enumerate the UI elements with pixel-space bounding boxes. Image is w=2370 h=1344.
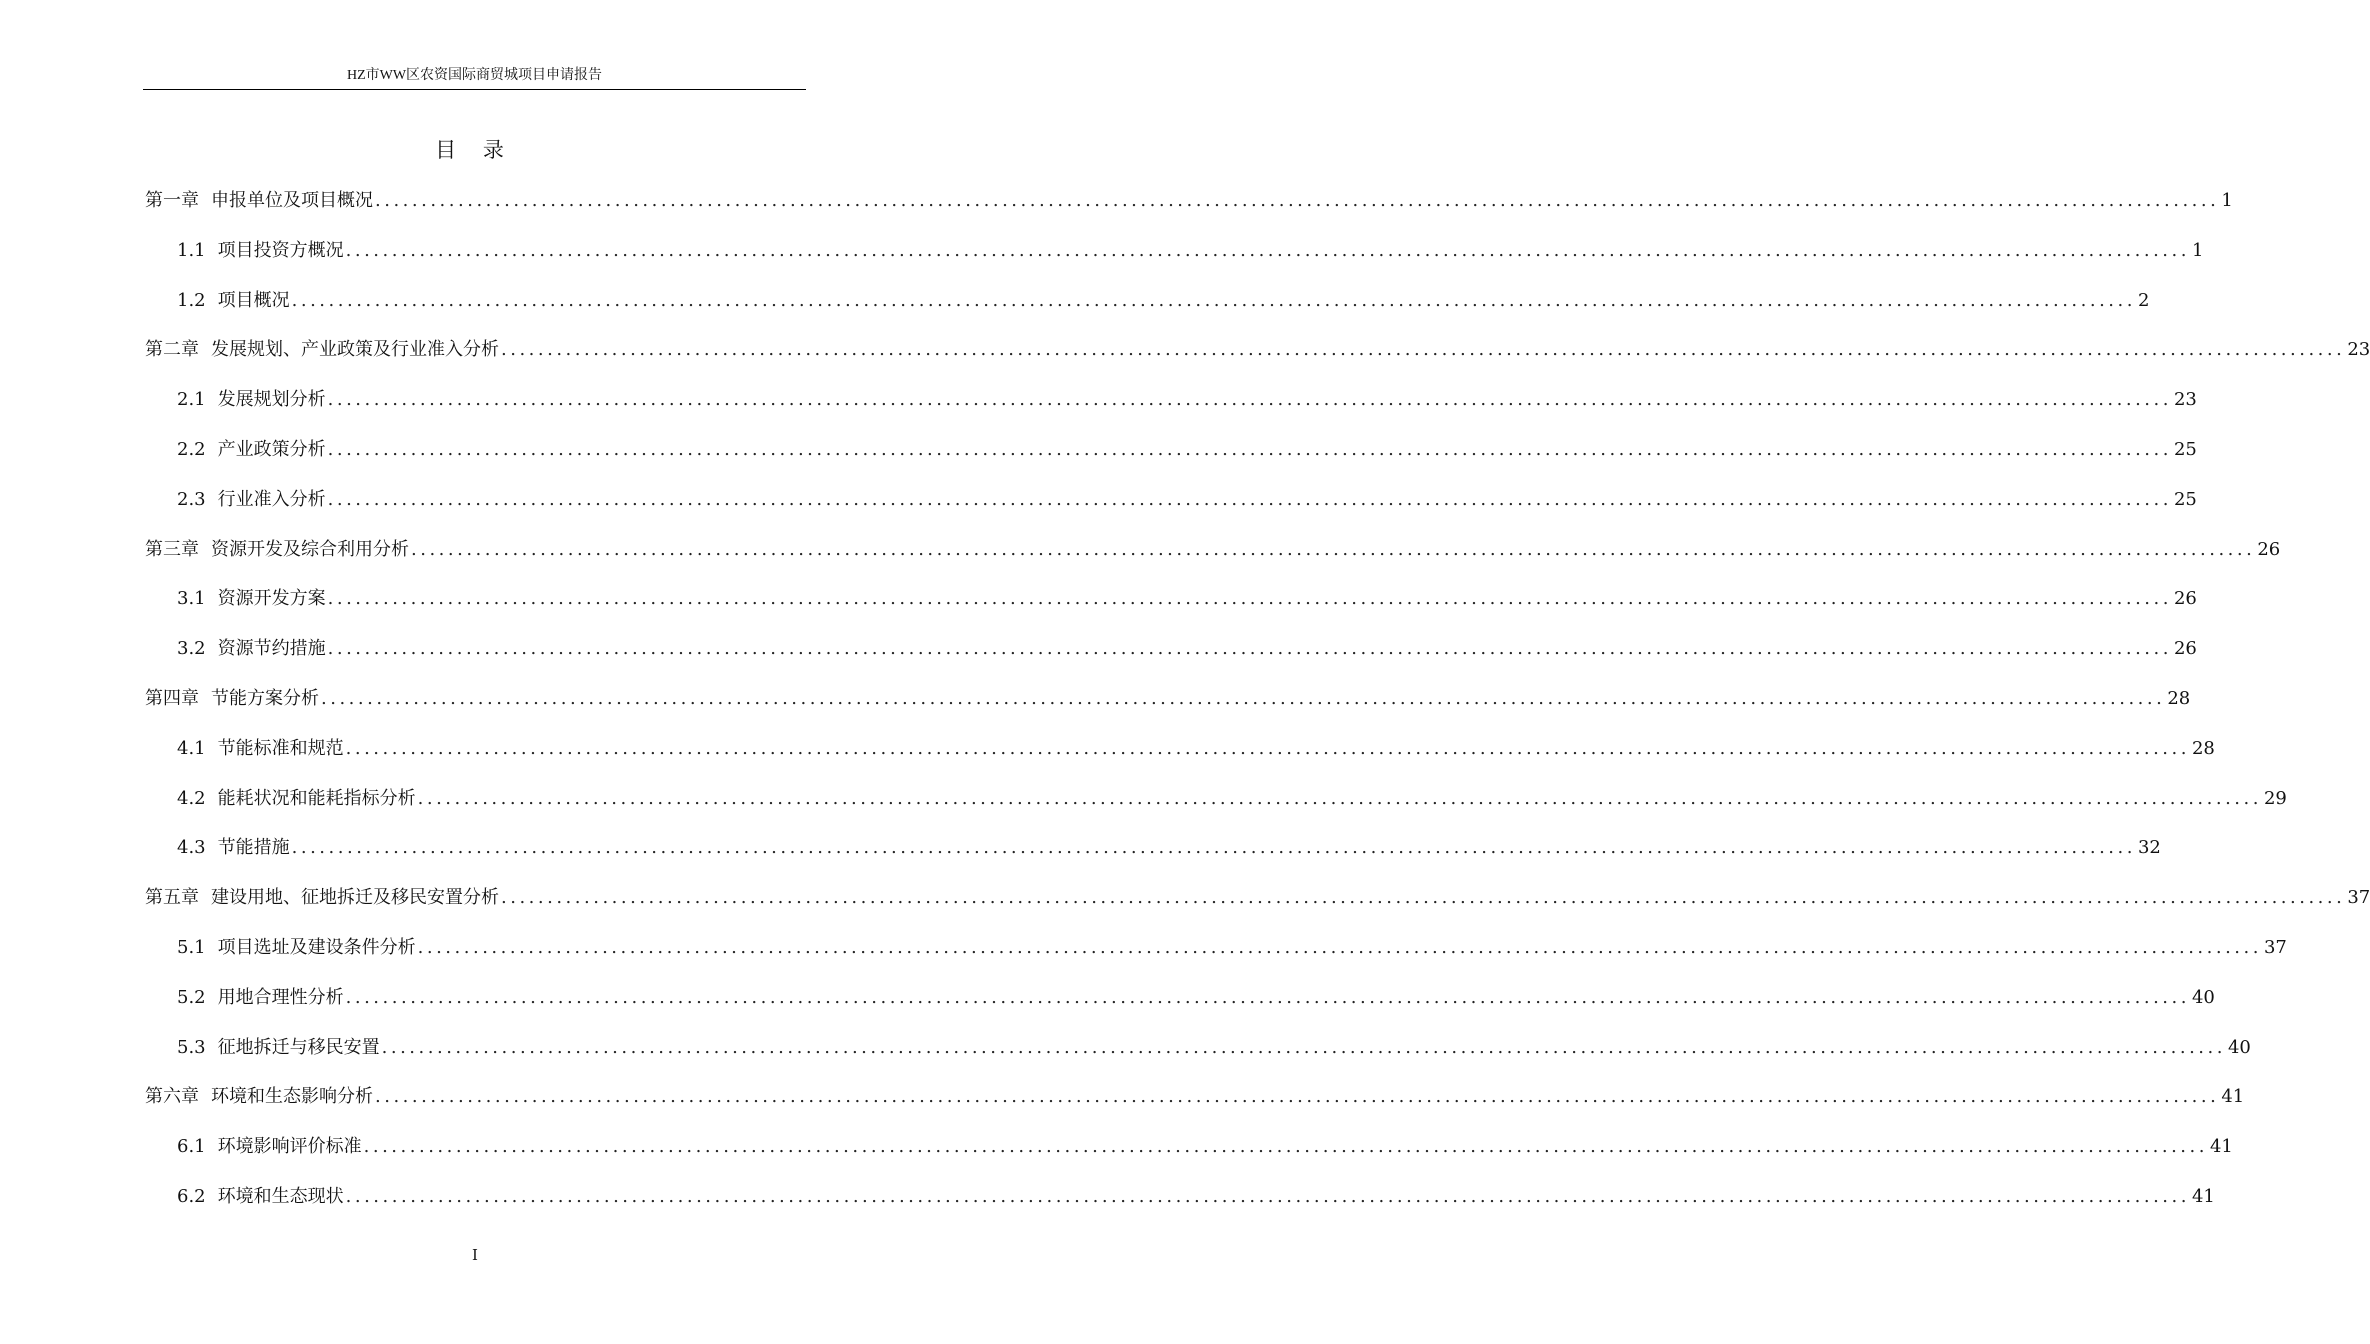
toc-dot-leader: ........................................................................................................................................................................................................ <box>411 539 2256 560</box>
toc-page-number: 37 <box>2347 887 2370 908</box>
toc-dot-leader: ........................................................................................................................................................................................................ <box>381 1037 2226 1058</box>
toc-entry[interactable] <box>177 1035 2251 1061</box>
toc-entry[interactable] <box>145 1084 2245 1110</box>
toc-entry-title: 发展规划分析 <box>217 389 326 410</box>
toc-section-number: 4.1 <box>177 738 206 759</box>
toc-entry-title: 申报单位及项目概况 <box>211 190 373 211</box>
toc-page-number: 29 <box>2263 788 2287 809</box>
toc-page-number: 32 <box>2137 837 2161 858</box>
toc-page-number: 40 <box>2227 1037 2251 1058</box>
toc-entry[interactable] <box>145 188 2233 214</box>
toc-entry-title: 环境和生态影响分析 <box>211 1086 373 1107</box>
toc-section-number: 6.2 <box>177 1186 206 1207</box>
toc-page-number: 26 <box>2257 539 2281 560</box>
toc-entry-title: 环境和生态现状 <box>217 1186 344 1207</box>
toc-dot-leader: ........................................................................................................................................................................................................ <box>501 887 2346 908</box>
toc-entry-title: 用地合理性分析 <box>217 987 344 1008</box>
toc-page-number: 37 <box>2263 937 2287 958</box>
toc-section-number: 1.2 <box>177 290 206 311</box>
toc-entry-title: 产业政策分析 <box>217 439 326 460</box>
toc-section-number: 3.2 <box>177 638 206 659</box>
toc-page-number: 1 <box>2221 190 2233 211</box>
toc-dot-leader: ........................................................................................................................................................................................................ <box>327 489 2172 510</box>
toc-entry-title: 节能方案分析 <box>211 688 319 709</box>
toc-entry-title: 节能标准和规范 <box>217 738 344 759</box>
toc-page-number: 41 <box>2191 1186 2215 1207</box>
page-header: HZ市WW区农资国际商贸城项目申请报告 <box>346 68 603 83</box>
toc-entry[interactable] <box>177 1134 2233 1160</box>
toc-dot-leader: ........................................................................................................................................................................................................ <box>327 439 2172 460</box>
toc-page-number: 40 <box>2191 987 2215 1008</box>
toc-entry[interactable] <box>177 636 2197 662</box>
toc-chapter-label: 第四章 <box>145 688 199 709</box>
toc-entry[interactable] <box>145 885 2370 911</box>
toc-dot-leader: ........................................................................................................................................................................................................ <box>345 1186 2190 1207</box>
toc-chapter-label: 第三章 <box>145 539 199 560</box>
toc-section-number: 2.2 <box>177 439 206 460</box>
toc-page-number: 41 <box>2209 1136 2233 1157</box>
toc-section-number: 4.3 <box>177 837 206 858</box>
toc-page-number: 25 <box>2173 439 2197 460</box>
toc-entry[interactable] <box>177 288 2150 314</box>
toc-entry[interactable] <box>177 437 2197 463</box>
toc-page-number: 23 <box>2347 339 2370 360</box>
toc-entry-title: 资源开发方案 <box>217 588 326 609</box>
toc-entry[interactable] <box>177 935 2287 961</box>
toc-entry[interactable] <box>177 387 2197 413</box>
toc-dot-leader: ........................................................................................................................................................................................................ <box>345 987 2190 1008</box>
toc-section-number: 5.1 <box>177 937 206 958</box>
toc-dot-leader: ........................................................................................................................................................................................................ <box>417 937 2262 958</box>
toc-entry[interactable] <box>177 1184 2215 1210</box>
toc-entry-title: 建设用地、征地拆迁及移民安置分析 <box>211 887 499 908</box>
toc-section-number: 3.1 <box>177 588 206 609</box>
toc-section-number: 2.1 <box>177 389 206 410</box>
toc-section-number: 6.1 <box>177 1136 206 1157</box>
toc-entry-title: 能耗状况和能耗指标分析 <box>217 788 416 809</box>
toc-chapter-label: 第二章 <box>145 339 199 360</box>
toc-dot-leader: ........................................................................................................................................................................................................ <box>327 389 2172 410</box>
toc-page-number: 28 <box>2167 688 2191 709</box>
toc-page-number: 1 <box>2191 240 2204 261</box>
toc-section-number: 2.3 <box>177 489 206 510</box>
toc-entry-title: 节能措施 <box>217 837 290 858</box>
toc-entry-title: 发展规划、产业政策及行业准入分析 <box>211 339 499 360</box>
toc-entry-title: 资源开发及综合利用分析 <box>211 539 409 560</box>
toc-page-number: 26 <box>2173 588 2197 609</box>
toc-page-number: 23 <box>2173 389 2197 410</box>
page-number: I <box>472 1246 478 1264</box>
toc-entry[interactable] <box>177 487 2197 513</box>
toc-entry[interactable] <box>177 238 2204 264</box>
toc-dot-leader: ........................................................................................................................................................................................................ <box>345 240 2190 261</box>
toc-title: 目 录 <box>435 138 514 162</box>
toc-dot-leader: ........................................................................................................................................................................................................ <box>291 290 2136 311</box>
toc-dot-leader: ........................................................................................................................................................................................................ <box>375 190 2220 211</box>
toc-entry[interactable] <box>145 337 2370 363</box>
toc-dot-leader: ........................................................................................................................................................................................................ <box>417 788 2262 809</box>
toc-section-number: 5.3 <box>177 1037 206 1058</box>
toc-entry-title: 征地拆迁与移民安置 <box>217 1037 380 1058</box>
toc-dot-leader: ........................................................................................................................................................................................................ <box>321 688 2166 709</box>
toc-entry[interactable] <box>177 985 2215 1011</box>
toc-page-number: 28 <box>2191 738 2215 759</box>
toc-entry-title: 项目概况 <box>217 290 290 311</box>
toc-entry-title: 项目投资方概况 <box>217 240 344 261</box>
toc-entry-title: 环境影响评价标准 <box>217 1136 362 1157</box>
toc-dot-leader: ........................................................................................................................................................................................................ <box>345 738 2190 759</box>
toc-entry[interactable] <box>145 686 2191 712</box>
toc-entry[interactable] <box>177 786 2287 812</box>
toc-section-number: 5.2 <box>177 987 206 1008</box>
toc-chapter-label: 第五章 <box>145 887 199 908</box>
toc-section-number: 1.1 <box>177 240 206 261</box>
toc-dot-leader: ........................................................................................................................................................................................................ <box>327 588 2172 609</box>
toc-entry[interactable] <box>177 835 2161 861</box>
toc-page-number: 25 <box>2173 489 2197 510</box>
toc-entry[interactable] <box>145 537 2281 563</box>
toc-page-number: 2 <box>2137 290 2150 311</box>
toc-dot-leader: ........................................................................................................................................................................................................ <box>501 339 2346 360</box>
toc-page-number: 26 <box>2173 638 2197 659</box>
toc-entry-title: 项目选址及建设条件分析 <box>217 937 416 958</box>
toc-dot-leader: ........................................................................................................................................................................................................ <box>327 638 2172 659</box>
toc-entry-title: 行业准入分析 <box>217 489 326 510</box>
toc-dot-leader: ........................................................................................................................................................................................................ <box>363 1136 2208 1157</box>
toc-entry[interactable] <box>177 586 2197 612</box>
toc-dot-leader: ........................................................................................................................................................................................................ <box>375 1086 2220 1107</box>
toc-entry[interactable] <box>177 736 2215 762</box>
toc-entry-title: 资源节约措施 <box>217 638 326 659</box>
toc-chapter-label: 第一章 <box>145 190 199 211</box>
toc-section-number: 4.2 <box>177 788 206 809</box>
toc-page-number: 41 <box>2221 1086 2245 1107</box>
toc-dot-leader: ........................................................................................................................................................................................................ <box>291 837 2136 858</box>
toc-chapter-label: 第六章 <box>145 1086 199 1107</box>
